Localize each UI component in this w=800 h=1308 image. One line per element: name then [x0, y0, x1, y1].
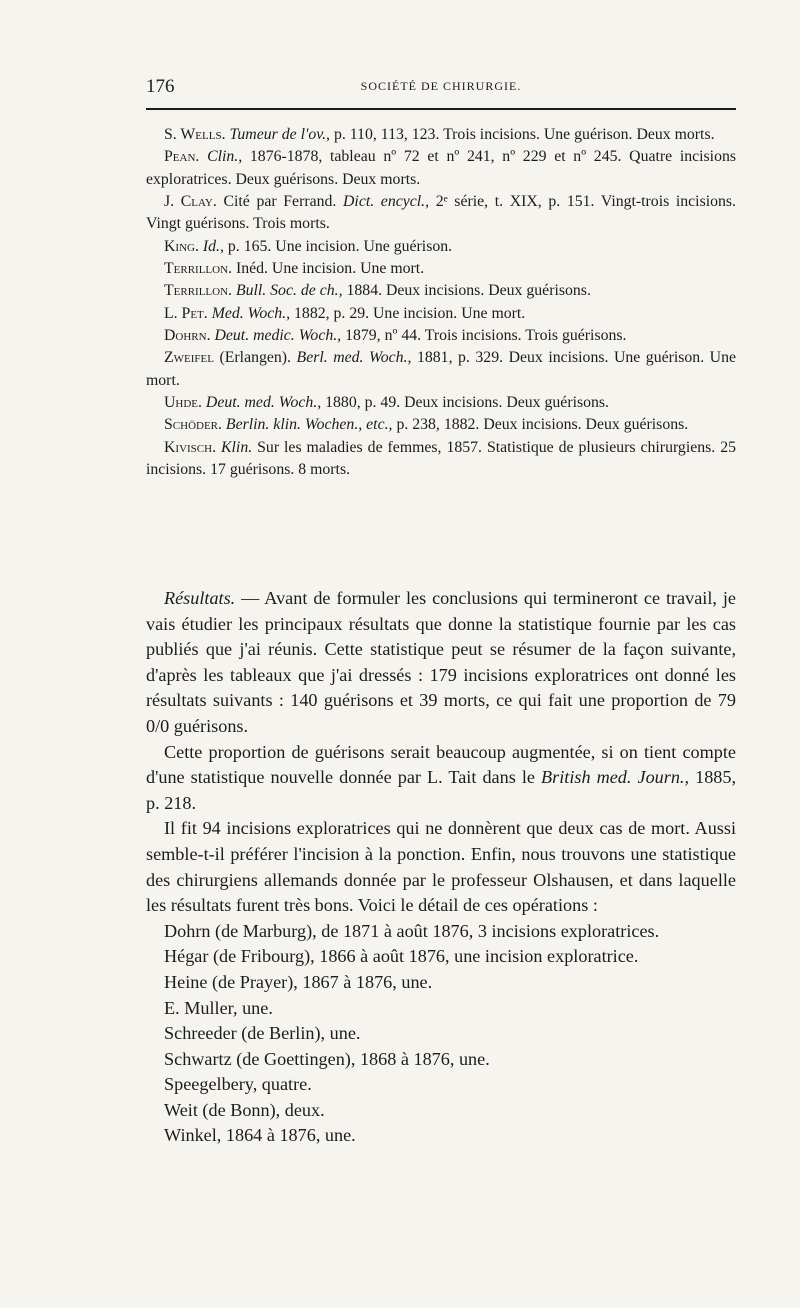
results-heading: Résultats.	[164, 588, 236, 608]
reference-item: Dohrn. Deut. medic. Woch., 1879, nº 44. Trois incisions. Trois guérisons.	[164, 327, 627, 345]
reference-item: Pean. Clin., 1876-1878, tableau nº 72 et nº 241, nº 229 et nº 245. Quatre incisions exploratrices. Deux guérisons. Deux morts.	[146, 148, 737, 188]
results-paragraph: Résultats. — Avant de formuler les conclusions qui termineront ce travail, je vais étudier les principaux résultats que donne la statistique fournie par les cas publiés que j'ai réunis. Cette statistique peut se résumer de la façon suivante, d'après les tableaux que j'ai dressés : 179 incisions exploratrices ont donné les résultats suivants : 140 guérisons et 39 morts, ce qui fait une proportion de 79 0/0 guérisons.	[146, 588, 737, 736]
body-paragraph: Dohrn (de Marburg), de 1871 à août 1876, 3 incisions exploratrices.	[164, 920, 660, 941]
reference-list	[146, 124, 736, 482]
reference-item: Zweifel (Erlangen). Berl. med. Woch., 1881, p. 329. Deux incisions. Une guérison. Une mort.	[146, 349, 736, 389]
reference-item: J. Clay. Cité par Ferrand. Dict. encycl., 2ᵉ série, t. XIX, p. 151. Vingt-trois incisions. Vingt guérisons. Trois morts.	[146, 193, 737, 233]
reference-item: Uhde. Deut. med. Woch., 1880, p. 49. Deux incisions. Deux guérisons.	[164, 394, 610, 412]
reference-item: Terrillon. Inéd. Une incision. Une mort.	[164, 260, 425, 278]
reference-item: L. Pet. Med. Woch., 1882, p. 29. Une incision. Une mort.	[164, 304, 526, 322]
reference-item: Kivisch. Klin. Sur les maladies de femmes, 1857. Statistique de plusieurs chirurgiens. 25 incisions. 17 guérisons. 8 morts.	[146, 438, 736, 479]
page-header	[146, 76, 736, 100]
body-paragraph: Cette proportion de guérisons serait beaucoup augmentée, si on tient compte d'une statistique nouvelle donnée par L. Tait dans le British med. Journ., 1885, p. 218.	[146, 741, 737, 813]
list-item: Speegelbery, quatre.	[164, 1074, 312, 1095]
list-item: Hégar (de Fribourg), 1866 à août 1876, une incision exploratrice.	[164, 946, 639, 967]
list-item: Weit (de Bonn), deux.	[164, 1099, 325, 1120]
list-item: Heine (de Prayer), 1867 à 1876, une.	[164, 971, 433, 992]
header-rule	[146, 108, 736, 110]
reference-item: Terrillon. Bull. Soc. de ch., 1884. Deux incisions. Deux guérisons.	[164, 282, 591, 300]
list-item: E. Muller, une.	[164, 997, 273, 1018]
page-number: 176	[146, 76, 175, 97]
reference-item: Schöder. Berlin. klin. Wochen., etc., p. 238, 1882. Deux incisions. Deux guérisons.	[164, 416, 689, 434]
reference-item: King. Id., p. 165. Une incision. Une guérison.	[164, 237, 453, 255]
list-item: Schwartz (de Goettingen), 1868 à 1876, une.	[164, 1048, 490, 1069]
running-head: SOCIÉTÉ DE CHIRURGIE.	[360, 79, 522, 93]
body-paragraph: Il fit 94 incisions exploratrices qui ne donnèrent que deux cas de mort. Aussi semble-t-il préférer l'incision à la ponction. Enfin, nous trouvons une statistique des chirurgiens allemands donnée par le professeur Olshausen, et dans laquelle les résultats furent très bons. Voici le détail de ces opérations :	[146, 818, 736, 916]
list-item: Winkel, 1864 à 1876, une.	[164, 1125, 356, 1146]
list-item: Schreeder (de Berlin), une.	[164, 1023, 361, 1044]
results-section	[146, 586, 736, 1149]
reference-item: S. Wells. Tumeur de l'ov., p. 110, 113, 123. Trois incisions. Une guérison. Deux morts.	[164, 126, 715, 143]
